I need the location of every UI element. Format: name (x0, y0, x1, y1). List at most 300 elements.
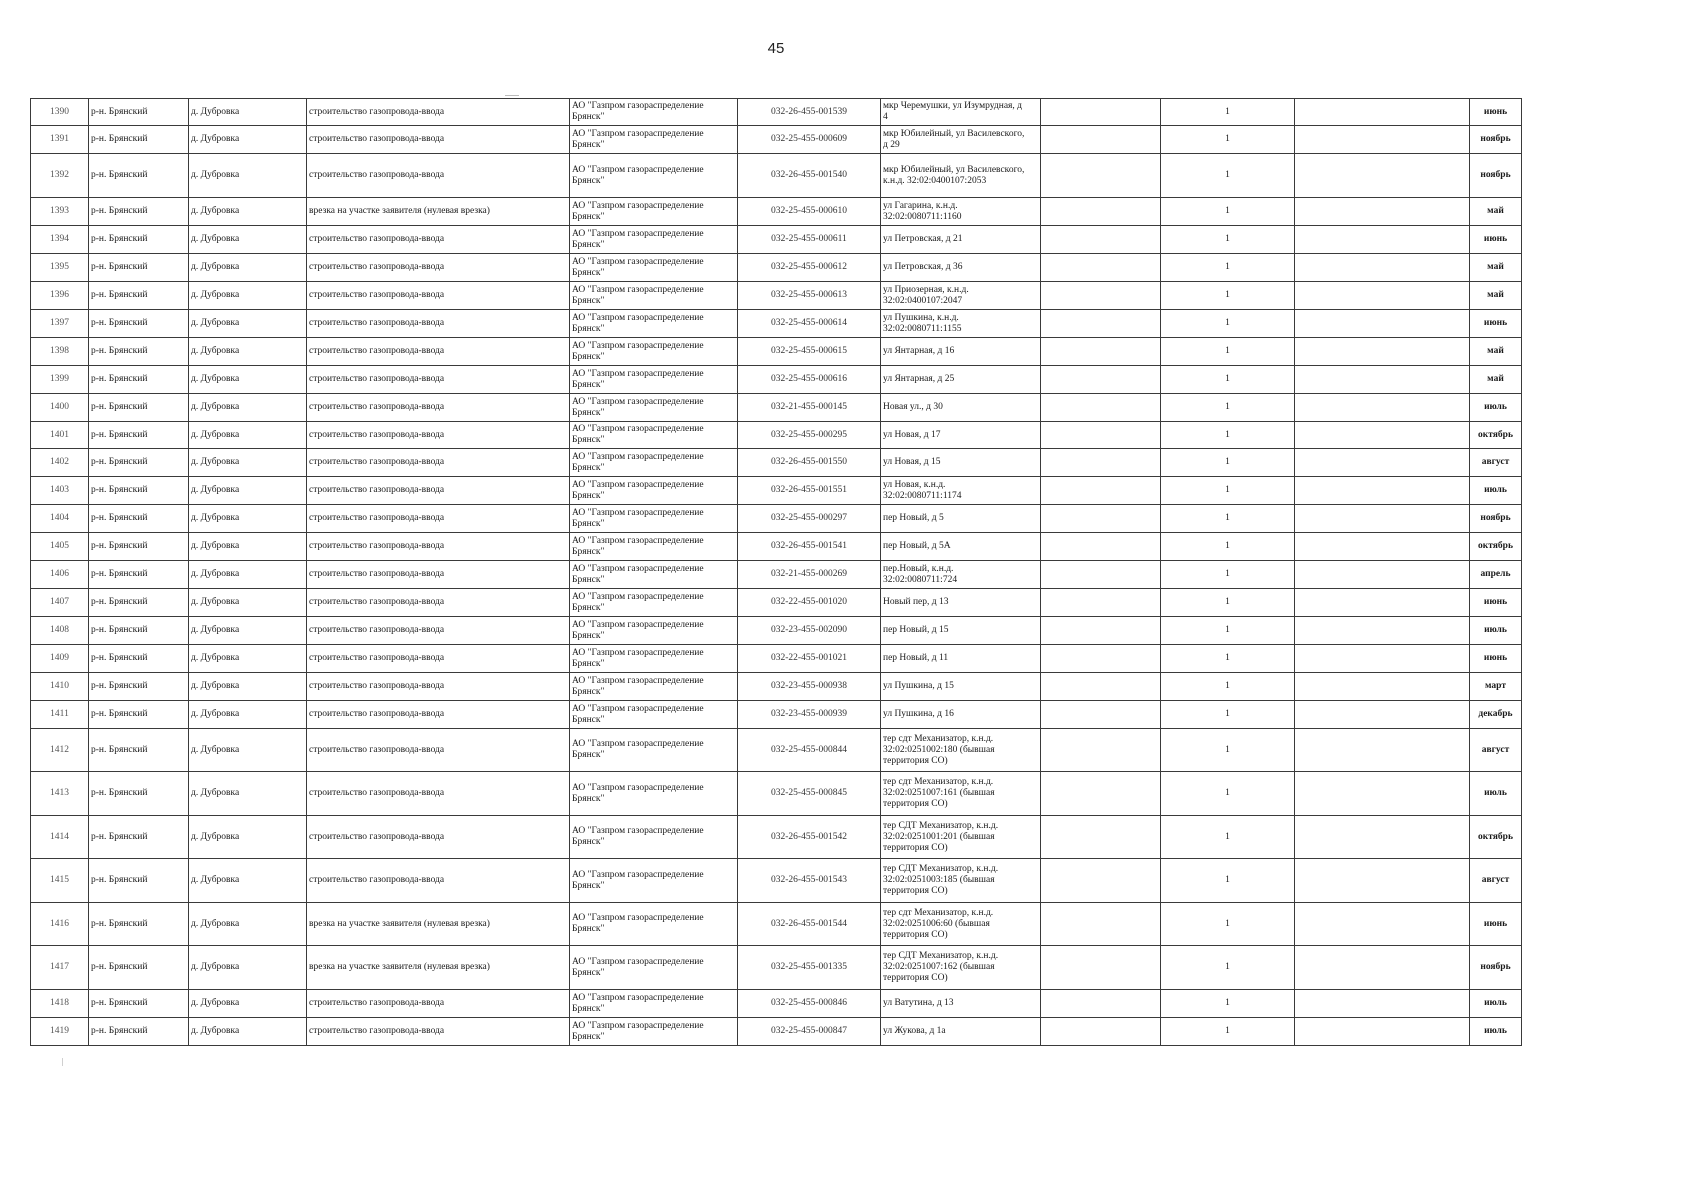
month-cell: июнь (1470, 226, 1522, 254)
month-cell: ноябрь (1470, 505, 1522, 533)
registry-table-body (31, 99, 1522, 1046)
empty-cell (1295, 589, 1470, 617)
empty-cell (1041, 154, 1161, 198)
work-type-cell: строительство газопровода-ввода (307, 154, 570, 198)
contractor-line-2: Брянск" (572, 658, 605, 669)
row-number-cell: 1406 (31, 561, 89, 589)
locality-cell: д. Дубровка (189, 533, 307, 561)
district-cell: р-н. Брянский (89, 226, 189, 254)
contractor-cell (570, 282, 738, 310)
registry-code-cell: 032-23-455-000939 (738, 701, 881, 729)
empty-cell (1295, 990, 1470, 1018)
district-cell: р-н. Брянский (89, 772, 189, 816)
address-line-2: к.н.д. 32:02:0400107:2053 (883, 175, 987, 186)
locality-cell: д. Дубровка (189, 589, 307, 617)
empty-cell (1041, 1018, 1161, 1046)
address-line-1: ул Янтарная, д 16 (883, 346, 955, 356)
registry-code-cell: 032-23-455-002090 (738, 617, 881, 645)
registry-code-cell: 032-26-455-001539 (738, 99, 881, 126)
table-row (31, 673, 1522, 701)
row-number-cell: 1402 (31, 449, 89, 477)
contractor-cell (570, 254, 738, 282)
address-line-2: 32:02:0251003:185 (бывшая (883, 875, 995, 885)
table-row (31, 226, 1522, 254)
registry-code-cell: 032-21-455-000145 (738, 394, 881, 422)
address-cell (881, 338, 1041, 366)
contractor-line-1: АО "Газпром газораспределение (572, 703, 704, 714)
address-line-1: ул Новая, к.н.д. (883, 479, 946, 490)
work-type-cell: строительство газопровода-ввода (307, 282, 570, 310)
empty-cell (1041, 282, 1161, 310)
address-line-3: территория СО) (883, 842, 948, 853)
empty-cell (1041, 729, 1161, 772)
locality-cell: д. Дубровка (189, 816, 307, 859)
row-number-cell: 1392 (31, 154, 89, 198)
contractor-line-1: АО "Газпром газораспределение (572, 535, 704, 546)
contractor-cell (570, 589, 738, 617)
address-line-1: пер Новый, д 5 (883, 513, 944, 523)
quantity-cell: 1 (1161, 422, 1295, 449)
registry-code-cell: 032-25-455-000610 (738, 198, 881, 226)
quantity-cell: 1 (1161, 449, 1295, 477)
row-number-cell: 1410 (31, 673, 89, 701)
contractor-line-2: Брянск" (572, 435, 605, 445)
month-cell: ноябрь (1470, 126, 1522, 154)
contractor-cell (570, 903, 738, 946)
address-line-1: мкр Черемушки, ул Изумрудная, д (883, 101, 1022, 111)
contractor-cell (570, 1018, 738, 1046)
month-cell: май (1470, 338, 1522, 366)
address-cell (881, 772, 1041, 816)
empty-cell (1041, 477, 1161, 505)
address-line-1: тер сдт Механизатор, к.н.д. (883, 777, 994, 787)
row-number-cell: 1419 (31, 1018, 89, 1046)
contractor-line-1: АО "Газпром газораспределение (572, 228, 704, 239)
locality-cell: д. Дубровка (189, 366, 307, 394)
work-type-cell: строительство газопровода-ввода (307, 422, 570, 449)
quantity-cell: 1 (1161, 589, 1295, 617)
empty-cell (1295, 366, 1470, 394)
table-row (31, 338, 1522, 366)
empty-cell (1041, 645, 1161, 673)
row-number-cell: 1403 (31, 477, 89, 505)
address-line-1: ул Ватутина, д 13 (883, 998, 954, 1008)
quantity-cell: 1 (1161, 226, 1295, 254)
locality-cell: д. Дубровка (189, 772, 307, 816)
work-type-cell: строительство газопровода-ввода (307, 589, 570, 617)
address-line-2: 32:02:0080711:724 (883, 574, 958, 585)
month-cell: июль (1470, 394, 1522, 422)
quantity-cell: 1 (1161, 772, 1295, 816)
address-line-2: 32:02:0251007:161 (бывшая (883, 788, 995, 798)
contractor-line-2: Брянск" (572, 967, 605, 978)
registry-code-cell: 032-26-455-001541 (738, 533, 881, 561)
district-cell: р-н. Брянский (89, 561, 189, 589)
empty-cell (1041, 990, 1161, 1018)
locality-cell: д. Дубровка (189, 126, 307, 154)
address-cell (881, 126, 1041, 154)
row-number-cell: 1413 (31, 772, 89, 816)
quantity-cell: 1 (1161, 533, 1295, 561)
address-cell (881, 617, 1041, 645)
locality-cell: д. Дубровка (189, 990, 307, 1018)
contractor-line-2: Брянск" (572, 630, 605, 641)
empty-cell (1041, 946, 1161, 990)
address-line-1: тер сдт Механизатор, к.н.д. (883, 907, 994, 918)
month-cell: июль (1470, 772, 1522, 816)
contractor-line-1: АО "Газпром газораспределение (572, 826, 704, 836)
month-cell: июнь (1470, 310, 1522, 338)
address-cell (881, 477, 1041, 505)
empty-cell (1041, 99, 1161, 126)
address-line-2: 32:02:0080711:1160 (883, 211, 962, 222)
empty-cell (1295, 617, 1470, 645)
table-row (31, 729, 1522, 772)
contractor-line-2: Брянск" (572, 837, 605, 847)
registry-code-cell: 032-26-455-001542 (738, 816, 881, 859)
contractor-line-1: АО "Газпром газораспределение (572, 992, 704, 1003)
district-cell: р-н. Брянский (89, 859, 189, 903)
empty-cell (1295, 533, 1470, 561)
district-cell: р-н. Брянский (89, 903, 189, 946)
quantity-cell: 1 (1161, 673, 1295, 701)
locality-cell: д. Дубровка (189, 226, 307, 254)
contractor-line-1: АО "Газпром газораспределение (572, 675, 704, 686)
registry-code-cell: 032-26-455-001551 (738, 477, 881, 505)
empty-cell (1295, 729, 1470, 772)
table-row (31, 449, 1522, 477)
address-line-3: территория СО) (883, 973, 948, 983)
district-cell: р-н. Брянский (89, 645, 189, 673)
contractor-line-1: АО "Газпром газораспределение (572, 563, 704, 574)
contractor-line-1: АО "Газпром газораспределение (572, 739, 704, 749)
empty-cell (1041, 310, 1161, 338)
address-line-2: 32:02:0080711:1174 (883, 490, 962, 501)
work-type-cell: врезка на участке заявителя (нулевая врезка) (307, 198, 570, 226)
empty-cell (1295, 310, 1470, 338)
month-cell: июнь (1470, 645, 1522, 673)
contractor-line-2: Брянск" (572, 239, 605, 250)
registry-code-cell: 032-26-455-001540 (738, 154, 881, 198)
quantity-cell: 1 (1161, 645, 1295, 673)
quantity-cell: 1 (1161, 816, 1295, 859)
address-cell (881, 533, 1041, 561)
locality-cell: д. Дубровка (189, 617, 307, 645)
address-cell (881, 673, 1041, 701)
contractor-line-1: АО "Газпром газораспределение (572, 101, 704, 111)
address-line-2: д 29 (883, 139, 900, 150)
address-line-1: тер СДТ Механизатор, к.н.д. (883, 951, 999, 961)
row-number-cell: 1398 (31, 338, 89, 366)
row-number-cell: 1409 (31, 645, 89, 673)
contractor-line-2: Брянск" (572, 490, 605, 501)
row-number-cell: 1415 (31, 859, 89, 903)
table-row (31, 394, 1522, 422)
work-type-cell: строительство газопровода-ввода (307, 99, 570, 126)
district-cell: р-н. Брянский (89, 198, 189, 226)
district-cell: р-н. Брянский (89, 449, 189, 477)
table-row (31, 254, 1522, 282)
locality-cell: д. Дубровка (189, 254, 307, 282)
contractor-cell (570, 946, 738, 990)
contractor-cell (570, 226, 738, 254)
contractor-line-1: АО "Газпром газораспределение (572, 164, 704, 175)
district-cell: р-н. Брянский (89, 394, 189, 422)
contractor-line-2: Брянск" (572, 1031, 605, 1042)
address-cell (881, 859, 1041, 903)
table-row (31, 477, 1522, 505)
district-cell: р-н. Брянский (89, 533, 189, 561)
contractor-line-1: АО "Газпром газораспределение (572, 647, 704, 658)
month-cell: март (1470, 673, 1522, 701)
contractor-cell (570, 505, 738, 533)
contractor-line-2: Брянск" (572, 351, 605, 362)
contractor-line-1: АО "Газпром газораспределение (572, 312, 704, 323)
registry-code-cell: 032-25-455-000297 (738, 505, 881, 533)
work-type-cell: строительство газопровода-ввода (307, 226, 570, 254)
month-cell: июль (1470, 477, 1522, 505)
locality-cell: д. Дубровка (189, 282, 307, 310)
registry-code-cell: 032-25-455-000847 (738, 1018, 881, 1046)
registry-code-cell: 032-25-455-000613 (738, 282, 881, 310)
work-type-cell: строительство газопровода-ввода (307, 673, 570, 701)
row-number-cell: 1400 (31, 394, 89, 422)
empty-cell (1041, 126, 1161, 154)
month-cell: июль (1470, 617, 1522, 645)
contractor-cell (570, 859, 738, 903)
quantity-cell: 1 (1161, 617, 1295, 645)
empty-cell (1295, 903, 1470, 946)
address-line-1: пер Новый, д 5А (883, 541, 951, 551)
address-line-1: Новый пер, д 13 (883, 597, 949, 607)
quantity-cell: 1 (1161, 154, 1295, 198)
contractor-cell (570, 729, 738, 772)
quantity-cell: 1 (1161, 254, 1295, 282)
empty-cell (1041, 701, 1161, 729)
district-cell: р-н. Брянский (89, 282, 189, 310)
table-row (31, 154, 1522, 198)
district-cell: р-н. Брянский (89, 477, 189, 505)
registry-code-cell: 032-26-455-001544 (738, 903, 881, 946)
contractor-line-1: АО "Газпром газораспределение (572, 128, 704, 139)
district-cell: р-н. Брянский (89, 816, 189, 859)
address-cell (881, 645, 1041, 673)
district-cell: р-н. Брянский (89, 589, 189, 617)
district-cell: р-н. Брянский (89, 99, 189, 126)
empty-cell (1295, 226, 1470, 254)
empty-cell (1295, 701, 1470, 729)
quantity-cell: 1 (1161, 1018, 1295, 1046)
address-line-1: ул Пушкина, д 16 (883, 709, 954, 719)
address-cell (881, 99, 1041, 126)
contractor-line-1: АО "Газпром газораспределение (572, 591, 704, 602)
table-row (31, 366, 1522, 394)
empty-cell (1041, 561, 1161, 589)
row-number-cell: 1405 (31, 533, 89, 561)
table-row (31, 946, 1522, 990)
contractor-line-1: АО "Газпром газораспределение (572, 869, 704, 880)
contractor-cell (570, 816, 738, 859)
contractor-cell (570, 394, 738, 422)
empty-cell (1041, 394, 1161, 422)
contractor-cell (570, 366, 738, 394)
contractor-line-1: АО "Газпром газораспределение (572, 396, 704, 407)
address-cell (881, 816, 1041, 859)
address-line-2: 32:02:0251001:201 (бывшая (883, 831, 995, 842)
address-line-3: территория СО) (883, 929, 948, 940)
month-cell: апрель (1470, 561, 1522, 589)
empty-cell (1041, 589, 1161, 617)
row-number-cell: 1390 (31, 99, 89, 126)
address-cell (881, 254, 1041, 282)
work-type-cell: строительство газопровода-ввода (307, 126, 570, 154)
empty-cell (1295, 505, 1470, 533)
locality-cell: д. Дубровка (189, 645, 307, 673)
address-line-1: ул Петровская, д 36 (883, 262, 963, 272)
quantity-cell: 1 (1161, 198, 1295, 226)
contractor-cell (570, 673, 738, 701)
contractor-line-2: Брянск" (572, 139, 605, 150)
month-cell: ноябрь (1470, 154, 1522, 198)
empty-cell (1041, 816, 1161, 859)
row-number-cell: 1391 (31, 126, 89, 154)
district-cell: р-н. Брянский (89, 366, 189, 394)
empty-cell (1295, 859, 1470, 903)
table-row (31, 99, 1522, 126)
contractor-line-1: АО "Газпром газораспределение (572, 1020, 704, 1031)
quantity-cell: 1 (1161, 282, 1295, 310)
work-type-cell: строительство газопровода-ввода (307, 505, 570, 533)
registry-code-cell: 032-22-455-001021 (738, 645, 881, 673)
locality-cell: д. Дубровка (189, 99, 307, 126)
quantity-cell: 1 (1161, 505, 1295, 533)
row-number-cell: 1418 (31, 990, 89, 1018)
table-row (31, 772, 1522, 816)
table-row (31, 903, 1522, 946)
table-row (31, 589, 1522, 617)
district-cell: р-н. Брянский (89, 310, 189, 338)
address-line-3: территория СО) (883, 755, 948, 766)
contractor-line-2: Брянск" (572, 1003, 605, 1014)
month-cell: май (1470, 366, 1522, 394)
empty-cell (1295, 449, 1470, 477)
address-cell (881, 366, 1041, 394)
empty-cell (1041, 772, 1161, 816)
table-row (31, 1018, 1522, 1046)
empty-cell (1295, 254, 1470, 282)
work-type-cell: строительство газопровода-ввода (307, 310, 570, 338)
contractor-line-2: Брянск" (572, 793, 605, 804)
work-type-cell: строительство газопровода-ввода (307, 729, 570, 772)
address-line-2: 32:02:0400107:2047 (883, 295, 963, 306)
contractor-cell (570, 198, 738, 226)
locality-cell: д. Дубровка (189, 903, 307, 946)
address-line-3: территория СО) (883, 799, 948, 809)
contractor-cell (570, 422, 738, 449)
address-line-1: ул Пушкина, д 15 (883, 681, 954, 691)
table-row (31, 561, 1522, 589)
contractor-line-1: АО "Газпром газораспределение (572, 256, 704, 267)
row-number-cell: 1408 (31, 617, 89, 645)
address-cell (881, 198, 1041, 226)
empty-cell (1041, 338, 1161, 366)
quantity-cell: 1 (1161, 99, 1295, 126)
row-number-cell: 1401 (31, 422, 89, 449)
contractor-cell (570, 561, 738, 589)
quantity-cell: 1 (1161, 561, 1295, 589)
quantity-cell: 1 (1161, 990, 1295, 1018)
address-cell (881, 729, 1041, 772)
work-type-cell: врезка на участке заявителя (нулевая врезка) (307, 903, 570, 946)
contractor-line-1: АО "Газпром газораспределение (572, 619, 704, 630)
empty-cell (1041, 198, 1161, 226)
month-cell: июнь (1470, 903, 1522, 946)
table-row (31, 617, 1522, 645)
empty-cell (1041, 449, 1161, 477)
contractor-line-2: Брянск" (572, 267, 605, 278)
registry-code-cell: 032-25-455-000616 (738, 366, 881, 394)
month-cell: июнь (1470, 589, 1522, 617)
contractor-cell (570, 126, 738, 154)
contractor-line-2: Брянск" (572, 112, 605, 122)
locality-cell: д. Дубровка (189, 422, 307, 449)
contractor-line-2: Брянск" (572, 686, 605, 697)
address-line-1: ул Новая, д 15 (883, 457, 941, 467)
table-row (31, 816, 1522, 859)
row-number-cell: 1395 (31, 254, 89, 282)
locality-cell: д. Дубровка (189, 394, 307, 422)
row-number-cell: 1417 (31, 946, 89, 990)
district-cell: р-н. Брянский (89, 254, 189, 282)
address-cell (881, 505, 1041, 533)
month-cell: май (1470, 254, 1522, 282)
locality-cell: д. Дубровка (189, 449, 307, 477)
address-cell (881, 589, 1041, 617)
table-row (31, 282, 1522, 310)
month-cell: июль (1470, 990, 1522, 1018)
empty-cell (1041, 366, 1161, 394)
contractor-line-2: Брянск" (572, 175, 605, 186)
contractor-line-1: АО "Газпром газораспределение (572, 368, 704, 379)
work-type-cell: строительство газопровода-ввода (307, 366, 570, 394)
registry-code-cell: 032-25-455-000612 (738, 254, 881, 282)
table-row (31, 198, 1522, 226)
contractor-line-1: АО "Газпром газораспределение (572, 340, 704, 351)
work-type-cell: строительство газопровода-ввода (307, 645, 570, 673)
contractor-line-2: Брянск" (572, 407, 605, 418)
work-type-cell: строительство газопровода-ввода (307, 772, 570, 816)
table-row (31, 505, 1522, 533)
locality-cell: д. Дубровка (189, 946, 307, 990)
locality-cell: д. Дубровка (189, 729, 307, 772)
empty-cell (1295, 394, 1470, 422)
row-number-cell: 1407 (31, 589, 89, 617)
registry-code-cell: 032-21-455-000269 (738, 561, 881, 589)
work-type-cell: строительство газопровода-ввода (307, 449, 570, 477)
contractor-line-1: АО "Газпром газораспределение (572, 200, 704, 211)
registry-code-cell: 032-25-455-000846 (738, 990, 881, 1018)
address-cell (881, 394, 1041, 422)
month-cell: май (1470, 282, 1522, 310)
registry-code-cell: 032-25-455-000845 (738, 772, 881, 816)
work-type-cell: строительство газопровода-ввода (307, 338, 570, 366)
contractor-line-2: Брянск" (572, 714, 605, 725)
address-line-1: пер Новый, д 11 (883, 653, 949, 663)
address-cell (881, 561, 1041, 589)
empty-cell (1295, 772, 1470, 816)
registry-code-cell: 032-25-455-000611 (738, 226, 881, 254)
address-line-2: 32:02:0251002:180 (бывшая (883, 744, 995, 755)
